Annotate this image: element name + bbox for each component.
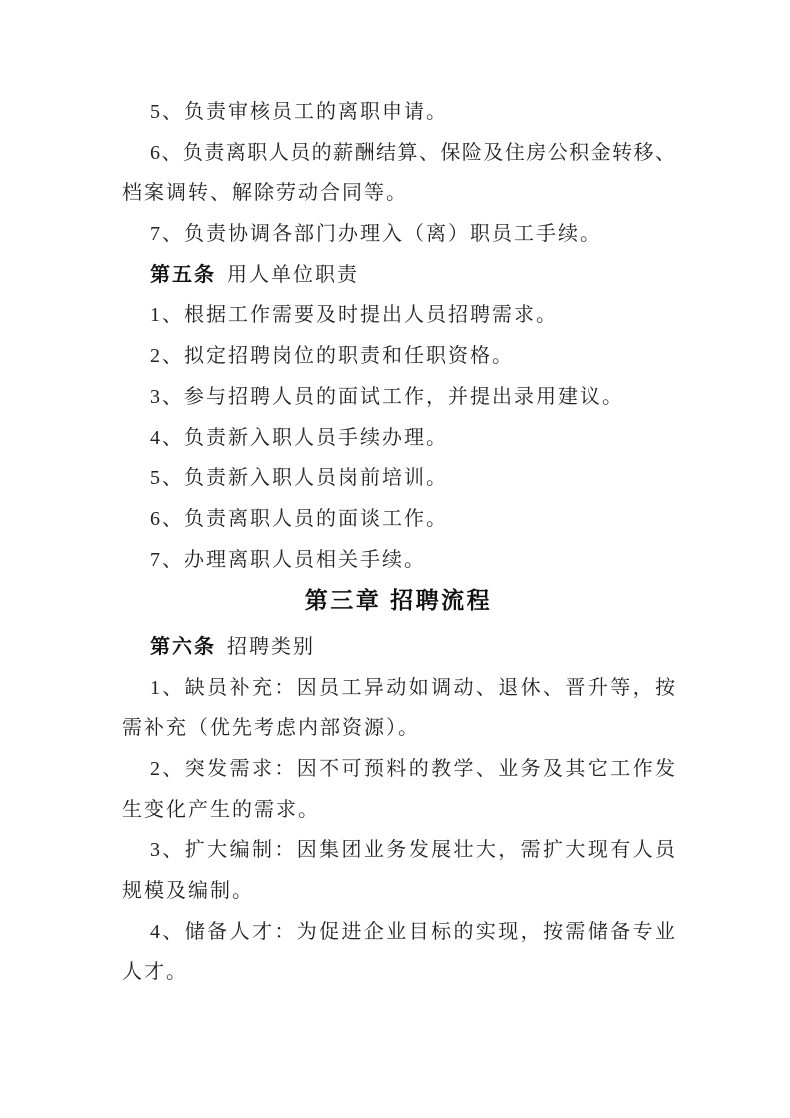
chapter-heading: 第三章 招聘流程 <box>304 587 493 614</box>
text-line: 需补充（优先考虑内部资源）。 <box>122 717 420 740</box>
text-line: 6、负责离职人员的薪酬结算、保险及住房公积金转移、 <box>150 141 675 164</box>
text-line: 第五条 用人单位职责 <box>150 263 359 286</box>
text-line: 4、负责新入职人员手续办理。 <box>150 426 448 449</box>
text-line: 2、拟定招聘岗位的职责和任职资格。 <box>150 345 514 368</box>
text-line: 5、负责新入职人员岗前培训。 <box>150 467 448 490</box>
text-line: 3、参与招聘人员的面试工作，并提出录用建议。 <box>150 385 624 408</box>
text-line: 7、负责协调各部门办理入（离）职员工手续。 <box>150 223 602 246</box>
text-line: 1、缺员补充：因员工异动如调动、退休、晋升等，按 <box>150 676 675 699</box>
text-line: 3、扩大编制：因集团业务发展壮大，需扩大现有人员 <box>150 839 675 862</box>
text-line: 第六条 招聘类别 <box>150 635 315 658</box>
text-line: 6、负责离职人员的面谈工作。 <box>150 507 448 530</box>
text-line: 人才。 <box>122 961 188 984</box>
article-number: 第六条 <box>150 635 216 658</box>
text-line: 2、突发需求：因不可预料的教学、业务及其它工作发 <box>150 758 675 780</box>
text-line: 档案调转、解除劳动合同等。 <box>122 182 408 205</box>
text-line: 4、储备人才：为促进企业目标的实现，按需储备专业 <box>150 920 675 943</box>
text-line: 规模及编制。 <box>122 880 254 903</box>
text-line: 5、负责审核员工的离职申请。 <box>150 101 448 123</box>
article-number: 第五条 <box>150 263 216 286</box>
text-line: 生变化产生的需求。 <box>122 798 320 821</box>
text-line: 7、办理离职人员相关手续。 <box>150 548 426 571</box>
text-line: 1、根据工作需要及时提出人员招聘需求。 <box>150 304 558 327</box>
